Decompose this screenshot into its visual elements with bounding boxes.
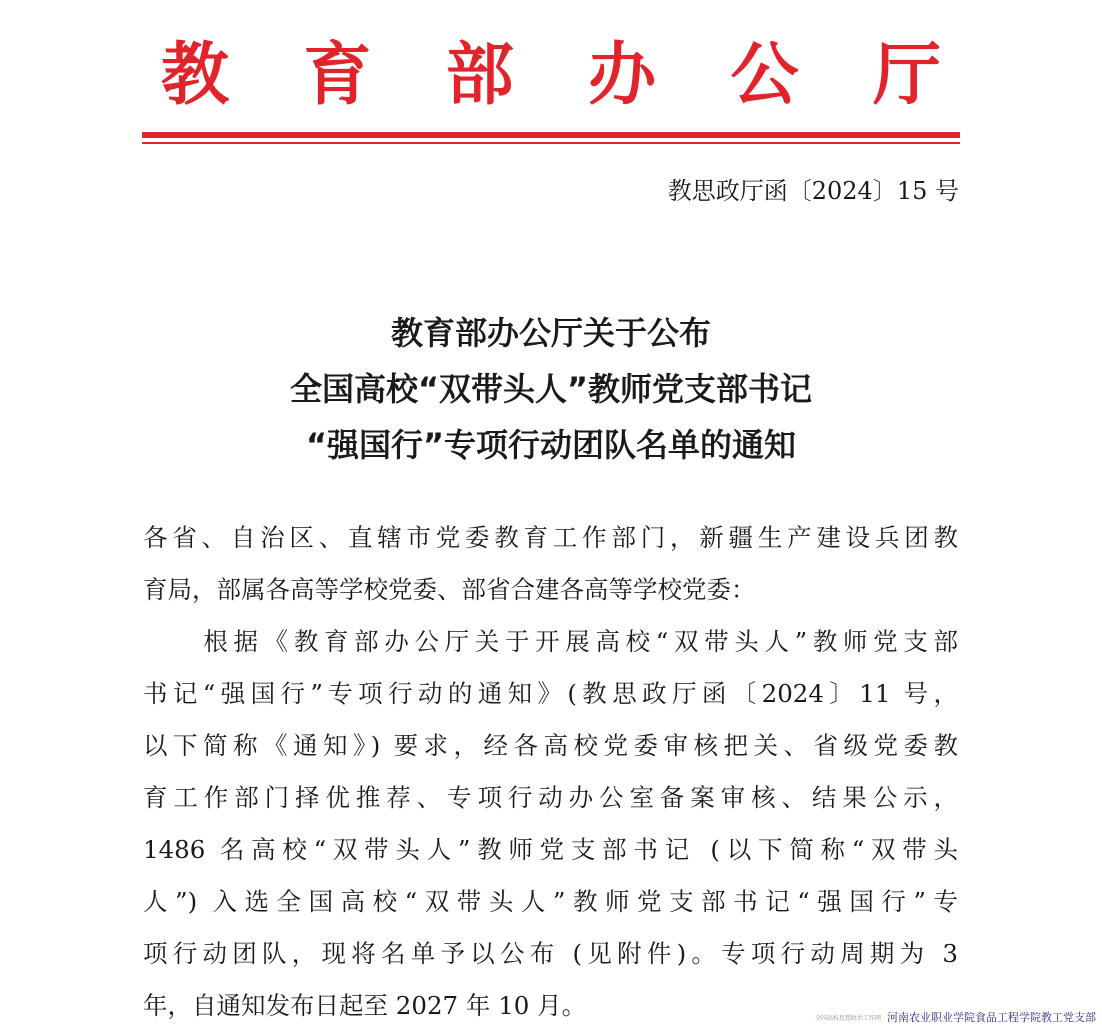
body-line: 项行动团队，现将名单予以公布 (见附件)。专项行动周期为 3 (143, 939, 958, 968)
issuer-masthead (140, 30, 962, 120)
title-line: 全国高校“双带头人”教师党支部书记 (289, 370, 813, 408)
watermark-text: 河南农业职业学院食品工程学院教工党支部 (887, 1011, 1096, 1024)
body-line: 各省、自治区、直辖市党委教育工作部门，新疆生产建设兵团教 (143, 523, 958, 552)
issuer-char: 厅 (872, 35, 941, 115)
issuer-char: 育 (303, 35, 372, 115)
masthead-rule-thin (142, 142, 960, 144)
body-line: 育局，部属各高等学校党委、部省合建各高等学校党委： (143, 575, 756, 604)
body-line: 人”) 入选全国高校“双带头人”教师党支部书记“强国行”专 (143, 887, 958, 916)
title-line: 教育部办公厅关于公布 (390, 314, 711, 352)
masthead-rule-thick (142, 132, 960, 138)
body-line: 育工作部门择优推荐、专项行动办公室备案审核、结果公示， (143, 783, 958, 812)
body-line: 根据《教育部办公厅关于开展高校“双带头人”教师党支部 (143, 627, 958, 656)
watermark (815, 1009, 1096, 1025)
issuer-char: 部 (445, 35, 514, 115)
document-body (143, 512, 958, 1032)
issuer-char: 教 (160, 35, 229, 115)
document-title (140, 305, 962, 473)
body-line: 年，自通知发布日起至 2027 年 10 月。 (143, 991, 587, 1020)
issuer-char: 办 (588, 35, 657, 115)
body-line: 1486 名高校“双带头人”教师党支部书记 (以下简称“双带头 (143, 835, 958, 864)
watermark-small-text: 全国高校思想政治工作网 (814, 1014, 881, 1022)
document-number: 教思政厅函〔2024〕15 号 (667, 177, 959, 205)
title-line: “强国行”专项行动团队名单的通知 (305, 426, 797, 464)
issuer-char: 公 (730, 35, 799, 115)
body-line: 以下简称《通知》) 要求，经各高校党委审核把关、省级党委教 (143, 731, 958, 760)
body-line: 书记“强国行”专项行动的通知》(教思政厅函〔2024〕11 号， (143, 679, 958, 708)
